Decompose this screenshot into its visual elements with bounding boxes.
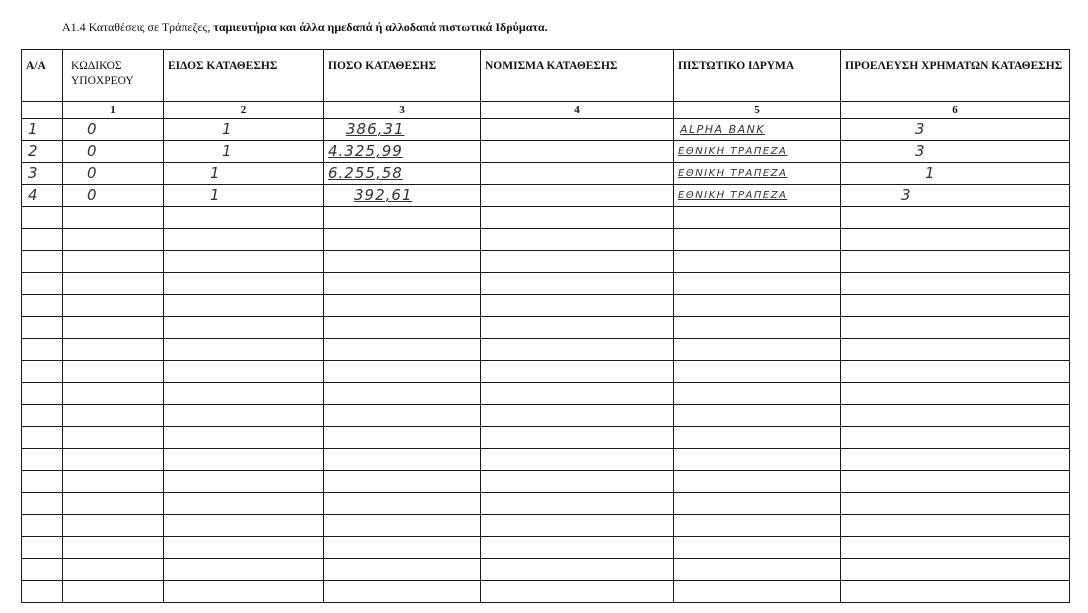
column-number-row (22, 102, 1070, 119)
cell-origin: 3 (841, 141, 1070, 163)
cell-currency (481, 185, 674, 207)
cell-bank: ΕΘΝΙΚΗ ΤΡΑΠΕΖΑ (674, 185, 841, 207)
cell-currency (481, 163, 674, 185)
cell-type: 1 (164, 119, 324, 141)
table-row (22, 163, 1070, 185)
section-title-bold: ταμιευτήρια και άλλα ημεδαπά ή αλλοδαπά πιστωτικά Ιδρύματα. (213, 20, 548, 34)
cell-code: 0 (63, 163, 164, 185)
empty-row (22, 471, 1070, 493)
column-number: 5 (674, 102, 841, 119)
cell-amount: 386,31 (324, 119, 481, 141)
empty-row (22, 339, 1070, 361)
deposits-table (21, 49, 1070, 603)
column-number: 6 (841, 102, 1070, 119)
cell-type: 1 (164, 163, 324, 185)
cell-bank: ΕΘΝΙΚΗ ΤΡΑΠΕΖΑ (674, 141, 841, 163)
empty-row (22, 207, 1070, 229)
empty-row (22, 383, 1070, 405)
empty-row (22, 559, 1070, 581)
cell-aa: 2 (22, 141, 63, 163)
cell-amount: 6.255,58 (324, 163, 481, 185)
header-funds-origin: ΠΡΟΕΛΕΥΣΗ ΧΡΗΜΑΤΩΝ ΚΑΤΑΘΕΣΗΣ (841, 50, 1070, 102)
empty-row (22, 449, 1070, 471)
column-number (22, 102, 63, 119)
cell-aa: 3 (22, 163, 63, 185)
cell-origin: 3 (841, 185, 1070, 207)
cell-bank: ΕΘΝΙΚΗ ΤΡΑΠΕΖΑ (674, 163, 841, 185)
header-deposit-currency: ΝΟΜΙΣΜΑ ΚΑΤΑΘΕΣΗΣ (481, 50, 674, 102)
empty-row (22, 295, 1070, 317)
section-title-prefix: Α1.4 Καταθέσεις σε Τράπεζες, (62, 20, 214, 34)
empty-row (22, 273, 1070, 295)
empty-row (22, 251, 1070, 273)
cell-currency (481, 141, 674, 163)
column-number: 3 (324, 102, 481, 119)
empty-row (22, 581, 1070, 603)
empty-row (22, 537, 1070, 559)
header-obligor-code: ΚΩΔΙΚΟΣ ΥΠΟΧΡΕΟΥ (63, 50, 164, 102)
header-deposit-type: ΕΙΔΟΣ ΚΑΤΑΘΕΣΗΣ (164, 50, 324, 102)
cell-code: 0 (63, 141, 164, 163)
cell-aa: 4 (22, 185, 63, 207)
empty-row (22, 229, 1070, 251)
empty-row (22, 317, 1070, 339)
column-number: 1 (63, 102, 164, 119)
cell-code: 0 (63, 119, 164, 141)
table-row (22, 119, 1070, 141)
table-row (22, 185, 1070, 207)
header-deposit-amount: ΠΟΣΟ ΚΑΤΑΘΕΣΗΣ (324, 50, 481, 102)
empty-row (22, 361, 1070, 383)
cell-code: 0 (63, 185, 164, 207)
cell-origin: 3 (841, 119, 1070, 141)
empty-row (22, 493, 1070, 515)
header-aa: Α/Α (22, 50, 63, 102)
cell-type: 1 (164, 141, 324, 163)
cell-type: 1 (164, 185, 324, 207)
empty-row (22, 427, 1070, 449)
column-number: 2 (164, 102, 324, 119)
table-row (22, 141, 1070, 163)
cell-amount: 4.325,99 (324, 141, 481, 163)
cell-aa: 1 (22, 119, 63, 141)
section-title (62, 20, 1062, 35)
empty-row (22, 405, 1070, 427)
cell-amount: 392,61 (324, 185, 481, 207)
header-row (22, 50, 1070, 102)
column-number: 4 (481, 102, 674, 119)
header-credit-institution: ΠΙΣΤΩΤΙΚΟ ΙΔΡΥΜΑ (674, 50, 841, 102)
empty-row (22, 515, 1070, 537)
cell-origin: 1 (841, 163, 1070, 185)
cell-bank: ALPHA BANK (674, 119, 841, 141)
cell-currency (481, 119, 674, 141)
